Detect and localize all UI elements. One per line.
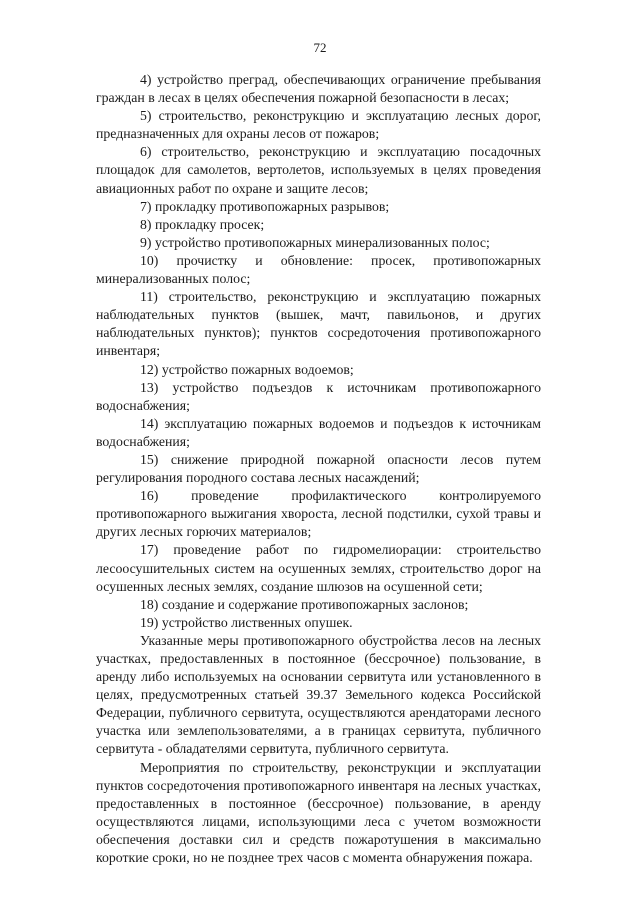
list-item-7: 7) прокладку противопожарных разрывов; xyxy=(140,198,390,214)
list-item-18: 18) создание и содержание противопожарных заслонов; xyxy=(140,596,469,612)
list-item-4: 4) устройство преград, обеспечивающих ограничение пребывания граждан в лесах в целях обеспечения пожарной безопасности в лесах; xyxy=(96,72,541,106)
list-item-16: 16) проведение профилактического контролируемого противопожарного выжигания хвороста, лесной подстилки, сухой травы и других лесных горючих материалов; xyxy=(96,488,541,540)
list-item-12: 12) устройство пожарных водоемов; xyxy=(140,361,354,377)
list-item-14: 14) эксплуатацию пожарных водоемов и подъездов к источникам водоснабжения; xyxy=(96,415,541,449)
list-item-19: 19) устройство лиственных опушек. xyxy=(140,614,353,630)
measures-paragraph: Указанные меры противопожарного обустройства лесов на лесных участках, предоставленных в постоянное (бессрочное) пользование, в аренду либо используемых на основании сервитута или установленного в целях, предусмотренных статьей 39.37 Земельного кодекса Российской Федерации, публичного сервитута, осуществляются арендаторами лесного участка или землепользователями, а в границах сервитута, публичного сервитута - обладателями сервитута, публичного сервитута. xyxy=(96,632,541,757)
list-item-11: 11) строительство, реконструкцию и эксплуатацию пожарных наблюдательных пунктов (вышек, мачт, павильонов, и других наблюдательных пунктов); пунктов сосредоточения противопожарного инвентаря; xyxy=(96,289,541,359)
list-item-13: 13) устройство подъездов к источникам противопожарного водоснабжения; xyxy=(96,379,541,413)
list-item-10: 10) прочистку и обновление: просек, противопожарных минерализованных полос; xyxy=(96,252,541,287)
list-item-9: 9) устройство противопожарных минерализованных полос; xyxy=(140,234,490,250)
list-item-8: 8) прокладку просек; xyxy=(140,216,265,232)
list-item-5: 5) строительство, реконструкцию и эксплуатацию лесных дорог, предназначенных для охраны лесов от пожаров; xyxy=(96,108,541,142)
list-item-17: 17) проведение работ по гидромелиорации: строительство лесоосушительных систем на осушенных землях, строительство дорог на осушенных лесных землях, создание шлюзов на осушенной сети; xyxy=(96,542,541,594)
document-body xyxy=(96,71,541,867)
activities-paragraph: Мероприятия по строительству, реконструкции и эксплуатации пунктов сосредоточения противопожарного инвентаря на лесных участках, предоставленных в постоянное (бессрочное) пользование, в аренду осуществляются лицами, использующими леса с учетом возможности обеспечения доставки сил и средств пожаротушения в максимально короткие сроки, но не позднее трех часов с момента обнаружения пожара. xyxy=(96,759,541,866)
list-item-6: 6) строительство, реконструкцию и эксплуатацию посадочных площадок для самолетов, вертолетов, используемых в целях проведения авиационных работ по охране и защите лесов; xyxy=(96,144,541,196)
page-number: 72 xyxy=(313,40,327,55)
list-item-15: 15) снижение природной пожарной опасности лесов путем регулирования породного состава лесных насаждений; xyxy=(96,451,541,486)
